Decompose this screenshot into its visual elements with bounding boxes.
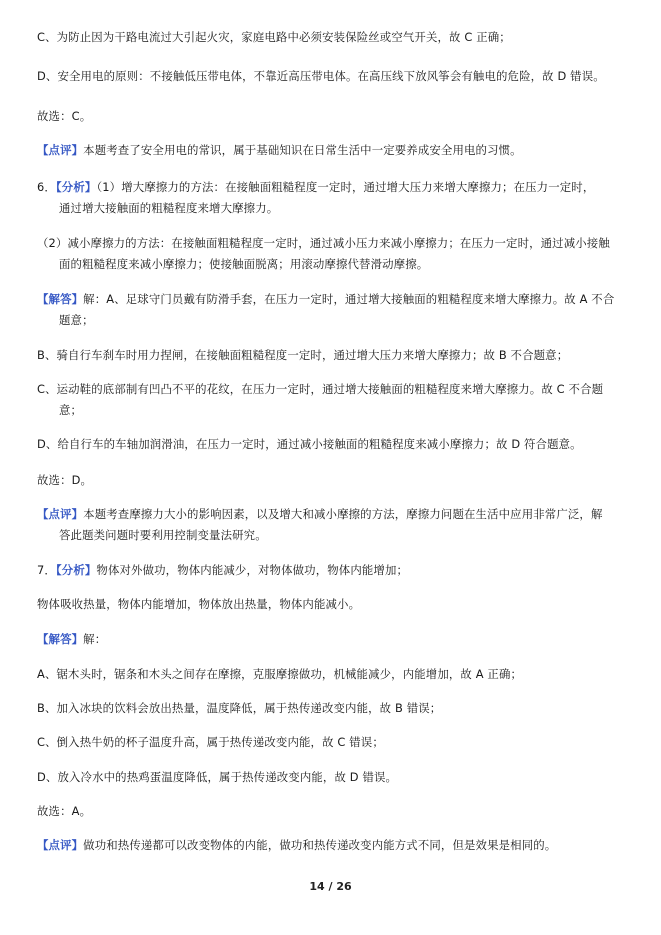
text-line: 故选：D。 — [37, 473, 93, 487]
text-line: 【解答】解：A、足球守门员戴有防滑手套，在压力一定时，通过增大接触面的粗糙程度来增大摩擦力。故 A 不合 — [37, 292, 615, 306]
text-line: 【点评】本题考查了安全用电的常识，属于基础知识在日常生活中一定要养成安全用电的习惯。 — [37, 143, 522, 157]
text-line: 面的粗糙程度来减小摩擦力；使接触面脱离；用滚动摩擦代替滑动摩擦。 — [59, 257, 429, 271]
question-6-analysis: 6．【分析】（1）增大摩擦力的方法：在接触面粗糙程度一定时，通过增大压力来增大摩擦力；在压力一定时， — [37, 180, 595, 194]
text-line: 【解答】解： — [37, 632, 107, 646]
analysis-tag: 【分析】 — [55, 563, 97, 577]
text-line: C、为防止因为干路电流过大引起火灾，家庭电路中必须安装保险丝或空气开关，故 C 正确； — [37, 30, 511, 44]
text-line: B、加入冰块的饮料会放出热量，温度降低，属于热传递改变内能，故 B 错误； — [37, 701, 442, 715]
text-line: （2）减小摩擦力的方法：在接触面粗糙程度一定时，通过减小压力来减小摩擦力；在压力一定时，通过减小接触 — [37, 236, 610, 250]
text-line: 答此题类问题时要利用控制变量法研究。 — [59, 528, 267, 542]
text-line: 通过增大接触面的粗糙程度来增大摩擦力。 — [59, 201, 279, 215]
text-line: 【点评】本题考查摩擦力大小的影响因素，以及增大和减小摩擦的方法，摩擦力问题在生活中应用非常广泛，解 — [37, 507, 603, 521]
analysis-tag: 【分析】 — [55, 180, 97, 194]
text-line: 【点评】做功和热传递都可以改变物体的内能，做功和热传递改变内能方式不同，但是效果是相同的。 — [37, 838, 557, 852]
page-number: 14 / 26 — [309, 880, 352, 893]
comment-tag: 【点评】 — [37, 143, 84, 157]
comment-tag: 【点评】 — [37, 838, 84, 852]
text-line: D、放入冷水中的热鸡蛋温度降低，属于热传递改变内能，故 D 错误。 — [37, 770, 398, 784]
text-line: 意； — [59, 403, 83, 417]
text-line: 故选：A。 — [37, 804, 92, 818]
answer-tag: 【解答】 — [37, 632, 84, 646]
text-line: 物体吸收热量，物体内能增加，物体放出热量，物体内能减小。 — [37, 597, 361, 611]
text-line: D、安全用电的原则：不接触低压带电体，不靠近高压带电体。在高压线下放风筝会有触电的危险，故 D 错误。 — [37, 69, 605, 83]
text-line: 故选：C。 — [37, 109, 92, 123]
text-line: A、锯木头时，锯条和木头之间存在摩擦，克服摩擦做功，机械能减少，内能增加，故 A 正确； — [37, 667, 523, 681]
text-line: C、运动鞋的底部制有凹凸不平的花纹，在压力一定时，通过增大接触面的粗糙程度来增大摩擦力。故 C 不合题 — [37, 382, 604, 396]
question-7-analysis: 7．【分析】物体对外做功，物体内能减少，对物体做功，物体内能增加； — [37, 563, 409, 577]
answer-tag: 【解答】 — [37, 292, 84, 306]
text-line: C、倒入热牛奶的杯子温度升高，属于热传递改变内能，故 C 错误； — [37, 735, 384, 749]
text-line: B、骑自行车刹车时用力捏闸，在接触面粗糙程度一定时，通过增大压力来增大摩擦力；故 B 不合题意； — [37, 348, 569, 362]
text-line: D、给自行车的车轴加润滑油，在压力一定时，通过减小接触面的粗糙程度来减小摩擦力；故 D 符合题意。 — [37, 437, 582, 451]
text-line: 题意； — [59, 313, 94, 327]
comment-tag: 【点评】 — [37, 507, 84, 521]
